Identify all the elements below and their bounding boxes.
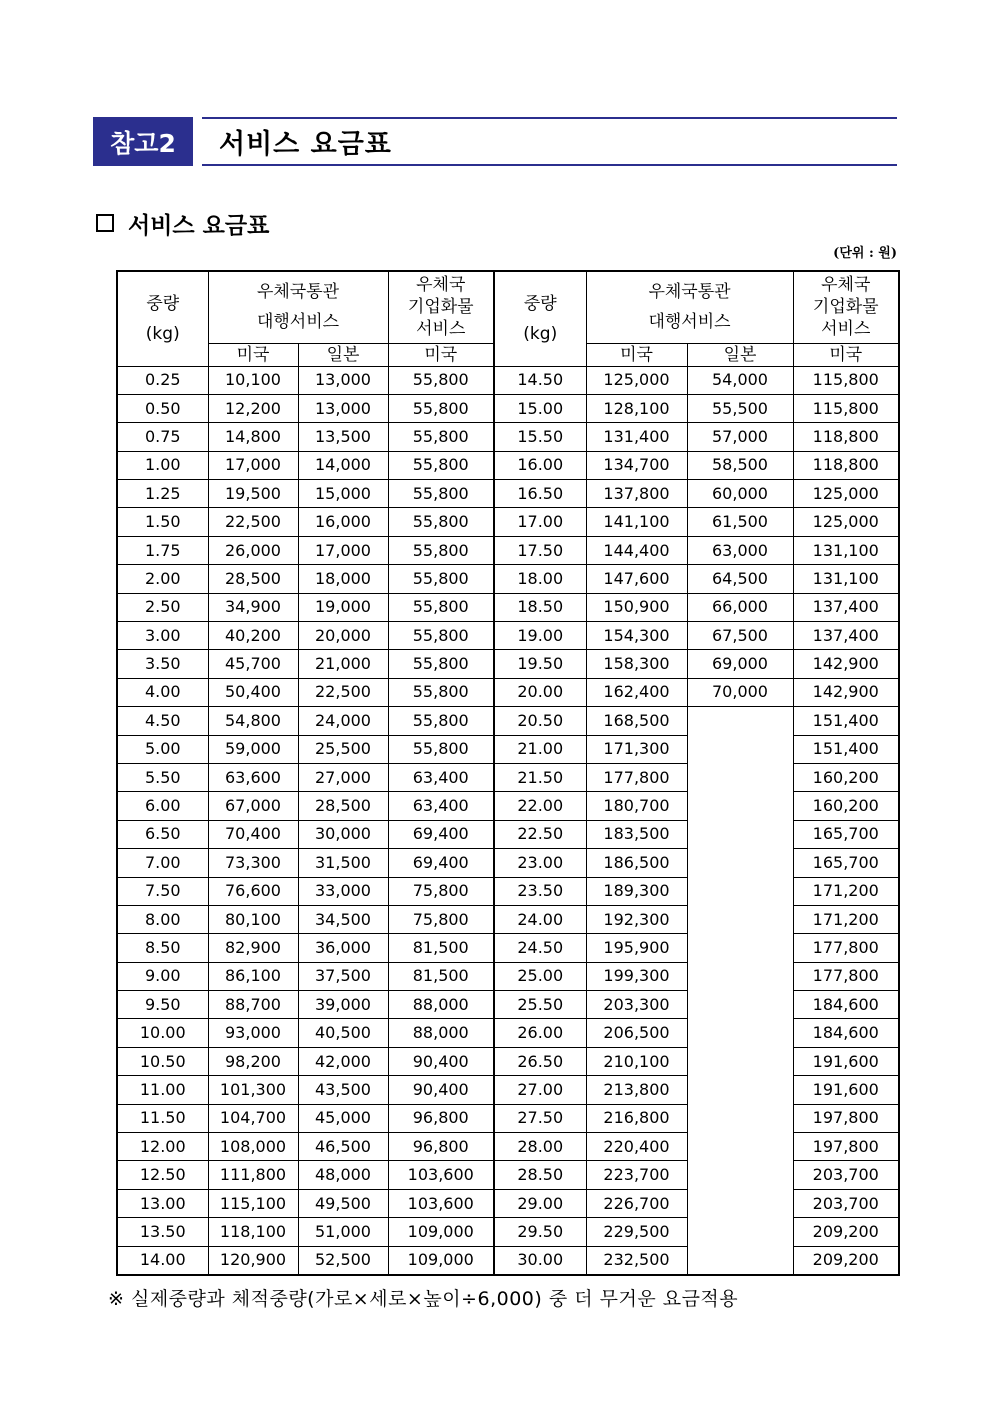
left-cell-0: 1.50: [117, 508, 208, 536]
right-cell-3: 125,000: [793, 480, 899, 508]
left-cell-3: 90,400: [388, 1076, 494, 1104]
left-cell-2: 24,000: [298, 707, 388, 735]
right-cell-1: 213,800: [586, 1076, 687, 1104]
left-cell-1: 12,200: [208, 394, 298, 422]
left-cell-0: 11.00: [117, 1076, 208, 1104]
left-cell-1: 76,600: [208, 877, 298, 905]
right-cell-2: 66,000: [687, 593, 793, 621]
right-cell-3: 197,800: [793, 1133, 899, 1161]
left-cell-0: 1.75: [117, 536, 208, 564]
page-header: [93, 117, 897, 166]
left-cell-1: 59,000: [208, 735, 298, 763]
right-cell-2: 70,000: [687, 678, 793, 706]
right-cell-3: 197,800: [793, 1104, 899, 1132]
reference-badge: 참고2: [93, 117, 193, 166]
left-cell-2: 42,000: [298, 1047, 388, 1075]
page-title: 서비스 요금표: [219, 129, 392, 160]
left-cell-0: 1.25: [117, 480, 208, 508]
right-cell-0: 16.00: [494, 451, 586, 479]
right-cell-2: 58,500: [687, 451, 793, 479]
corp-header-line3: 서비스: [416, 319, 466, 340]
left-cell-0: 5.00: [117, 735, 208, 763]
left-cell-1: 73,300: [208, 849, 298, 877]
left-cell-3: 109,000: [388, 1218, 494, 1246]
right-cell-2: 67,500: [687, 622, 793, 650]
left-cell-1: 82,900: [208, 934, 298, 962]
left-cell-3: 55,800: [388, 678, 494, 706]
left-cell-1: 108,000: [208, 1133, 298, 1161]
right-cell-2: 60,000: [687, 480, 793, 508]
proxy-header-line1: 우체국통관: [256, 282, 340, 303]
table-row: [117, 565, 899, 593]
sub-header-corp-us-right: 미국: [793, 343, 899, 366]
right-cell-0: 19.50: [494, 650, 586, 678]
left-cell-0: 3.50: [117, 650, 208, 678]
weight-header-right: [494, 271, 586, 366]
right-cell-1: 206,500: [586, 1019, 687, 1047]
left-cell-1: 111,800: [208, 1161, 298, 1189]
rate-table: [116, 270, 900, 1276]
right-cell-1: 229,500: [586, 1218, 687, 1246]
table-row: [117, 707, 899, 735]
left-cell-3: 55,800: [388, 508, 494, 536]
blank-cell: [687, 707, 793, 1275]
left-cell-2: 19,000: [298, 593, 388, 621]
left-cell-2: 48,000: [298, 1161, 388, 1189]
right-cell-3: 177,800: [793, 934, 899, 962]
right-cell-0: 26.50: [494, 1047, 586, 1075]
left-cell-0: 0.50: [117, 394, 208, 422]
right-cell-3: 203,700: [793, 1189, 899, 1217]
left-cell-3: 55,800: [388, 451, 494, 479]
left-cell-0: 9.00: [117, 962, 208, 990]
right-cell-0: 23.00: [494, 849, 586, 877]
left-cell-2: 27,000: [298, 763, 388, 791]
left-cell-0: 12.50: [117, 1161, 208, 1189]
right-cell-1: 189,300: [586, 877, 687, 905]
right-cell-0: 16.50: [494, 480, 586, 508]
corp-header-line2-right: 기업화물: [812, 297, 879, 318]
left-cell-1: 63,600: [208, 763, 298, 791]
right-cell-1: 216,800: [586, 1104, 687, 1132]
left-cell-1: 86,100: [208, 962, 298, 990]
corp-header-line1: 우체국: [416, 275, 466, 296]
left-cell-2: 37,500: [298, 962, 388, 990]
table-row: [117, 536, 899, 564]
left-cell-3: 55,800: [388, 622, 494, 650]
sub-header-jp-right: 일본: [687, 343, 793, 366]
right-cell-2: 64,500: [687, 565, 793, 593]
left-cell-3: 63,400: [388, 763, 494, 791]
left-cell-1: 10,100: [208, 366, 298, 394]
right-cell-0: 27.50: [494, 1104, 586, 1132]
right-cell-1: 210,100: [586, 1047, 687, 1075]
table-row: [117, 593, 899, 621]
left-cell-1: 67,000: [208, 792, 298, 820]
left-cell-0: 0.25: [117, 366, 208, 394]
left-cell-2: 13,000: [298, 394, 388, 422]
left-cell-2: 49,500: [298, 1189, 388, 1217]
left-cell-2: 51,000: [298, 1218, 388, 1246]
left-cell-3: 103,600: [388, 1161, 494, 1189]
right-cell-2: 54,000: [687, 366, 793, 394]
left-cell-1: 88,700: [208, 991, 298, 1019]
right-cell-0: 17.50: [494, 536, 586, 564]
left-cell-0: 7.50: [117, 877, 208, 905]
left-cell-3: 88,000: [388, 991, 494, 1019]
left-cell-3: 55,800: [388, 593, 494, 621]
right-cell-0: 15.50: [494, 423, 586, 451]
left-cell-3: 55,800: [388, 565, 494, 593]
right-cell-1: 131,400: [586, 423, 687, 451]
right-cell-3: 115,800: [793, 394, 899, 422]
left-cell-3: 90,400: [388, 1047, 494, 1075]
right-cell-3: 165,700: [793, 849, 899, 877]
left-cell-2: 45,000: [298, 1104, 388, 1132]
left-cell-1: 54,800: [208, 707, 298, 735]
right-cell-3: 160,200: [793, 763, 899, 791]
left-cell-1: 17,000: [208, 451, 298, 479]
left-cell-2: 21,000: [298, 650, 388, 678]
left-cell-2: 43,500: [298, 1076, 388, 1104]
right-cell-1: 162,400: [586, 678, 687, 706]
table-row: [117, 366, 899, 394]
right-cell-1: 134,700: [586, 451, 687, 479]
left-cell-0: 10.50: [117, 1047, 208, 1075]
right-cell-1: 192,300: [586, 905, 687, 933]
left-cell-3: 55,800: [388, 650, 494, 678]
right-cell-3: 203,700: [793, 1161, 899, 1189]
right-cell-0: 21.50: [494, 763, 586, 791]
left-cell-0: 0.75: [117, 423, 208, 451]
left-cell-1: 118,100: [208, 1218, 298, 1246]
right-cell-1: 220,400: [586, 1133, 687, 1161]
weight-header-label-right: 중량: [523, 293, 557, 314]
right-cell-1: 226,700: [586, 1189, 687, 1217]
left-cell-1: 50,400: [208, 678, 298, 706]
left-cell-1: 115,100: [208, 1189, 298, 1217]
weight-header-unit-right: (kg): [523, 323, 558, 344]
right-cell-3: 137,400: [793, 593, 899, 621]
right-cell-0: 19.00: [494, 622, 586, 650]
left-cell-3: 96,800: [388, 1133, 494, 1161]
right-cell-0: 23.50: [494, 877, 586, 905]
proxy-header-line2-right: 대행서비스: [648, 312, 731, 333]
left-cell-2: 52,500: [298, 1246, 388, 1275]
right-cell-0: 22.50: [494, 820, 586, 848]
right-cell-0: 29.50: [494, 1218, 586, 1246]
right-cell-1: 137,800: [586, 480, 687, 508]
left-cell-1: 28,500: [208, 565, 298, 593]
left-cell-2: 28,500: [298, 792, 388, 820]
left-cell-2: 25,500: [298, 735, 388, 763]
left-cell-1: 14,800: [208, 423, 298, 451]
left-cell-0: 5.50: [117, 763, 208, 791]
left-cell-3: 55,800: [388, 423, 494, 451]
left-cell-0: 6.00: [117, 792, 208, 820]
right-cell-0: 18.00: [494, 565, 586, 593]
right-cell-0: 14.50: [494, 366, 586, 394]
right-cell-1: 199,300: [586, 962, 687, 990]
right-cell-1: 171,300: [586, 735, 687, 763]
left-cell-0: 8.00: [117, 905, 208, 933]
left-cell-0: 8.50: [117, 934, 208, 962]
left-cell-1: 101,300: [208, 1076, 298, 1104]
right-cell-1: 147,600: [586, 565, 687, 593]
table-row: [117, 622, 899, 650]
weight-header-unit: (kg): [145, 323, 180, 344]
rate-table-body: [117, 366, 899, 1275]
left-cell-2: 33,000: [298, 877, 388, 905]
left-cell-3: 75,800: [388, 905, 494, 933]
right-cell-0: 17.00: [494, 508, 586, 536]
left-cell-1: 104,700: [208, 1104, 298, 1132]
left-cell-0: 4.00: [117, 678, 208, 706]
left-cell-0: 4.50: [117, 707, 208, 735]
right-cell-2: 55,500: [687, 394, 793, 422]
corp-service-header: [388, 271, 494, 343]
right-cell-0: 25.00: [494, 962, 586, 990]
left-cell-0: 10.00: [117, 1019, 208, 1047]
right-cell-3: 151,400: [793, 707, 899, 735]
left-cell-1: 45,700: [208, 650, 298, 678]
right-cell-0: 22.00: [494, 792, 586, 820]
left-cell-2: 36,000: [298, 934, 388, 962]
left-cell-0: 12.00: [117, 1133, 208, 1161]
left-cell-0: 13.50: [117, 1218, 208, 1246]
left-cell-2: 14,000: [298, 451, 388, 479]
left-cell-1: 26,000: [208, 536, 298, 564]
table-row: [117, 650, 899, 678]
unit-label: (단위 : 원): [833, 246, 897, 261]
left-cell-3: 55,800: [388, 480, 494, 508]
left-cell-3: 55,800: [388, 707, 494, 735]
right-cell-0: 20.50: [494, 707, 586, 735]
left-cell-0: 1.00: [117, 451, 208, 479]
right-cell-0: 24.00: [494, 905, 586, 933]
right-cell-2: 63,000: [687, 536, 793, 564]
right-cell-1: 128,100: [586, 394, 687, 422]
left-cell-3: 103,600: [388, 1189, 494, 1217]
left-cell-0: 9.50: [117, 991, 208, 1019]
left-cell-3: 55,800: [388, 735, 494, 763]
left-cell-2: 34,500: [298, 905, 388, 933]
right-cell-0: 29.00: [494, 1189, 586, 1217]
left-cell-3: 69,400: [388, 849, 494, 877]
left-cell-1: 34,900: [208, 593, 298, 621]
sub-header-jp: 일본: [298, 343, 388, 366]
left-cell-3: 55,800: [388, 394, 494, 422]
right-cell-0: 15.00: [494, 394, 586, 422]
right-cell-3: 171,200: [793, 905, 899, 933]
right-cell-1: 154,300: [586, 622, 687, 650]
right-cell-1: 232,500: [586, 1246, 687, 1275]
right-cell-3: 115,800: [793, 366, 899, 394]
square-bullet-icon: [96, 214, 114, 232]
left-cell-1: 93,000: [208, 1019, 298, 1047]
right-cell-1: 177,800: [586, 763, 687, 791]
sub-header-us: 미국: [208, 343, 298, 366]
right-cell-1: 144,400: [586, 536, 687, 564]
left-cell-2: 18,000: [298, 565, 388, 593]
right-cell-2: 57,000: [687, 423, 793, 451]
left-cell-3: 81,500: [388, 962, 494, 990]
left-cell-2: 16,000: [298, 508, 388, 536]
corp-header-line1-right: 우체국: [821, 275, 871, 296]
weight-header: [117, 271, 208, 366]
table-row: [117, 508, 899, 536]
right-cell-1: 158,300: [586, 650, 687, 678]
left-cell-3: 63,400: [388, 792, 494, 820]
right-cell-1: 125,000: [586, 366, 687, 394]
left-cell-3: 75,800: [388, 877, 494, 905]
right-cell-3: 118,800: [793, 451, 899, 479]
table-row: [117, 678, 899, 706]
left-cell-3: 88,000: [388, 1019, 494, 1047]
table-row: [117, 423, 899, 451]
right-cell-1: 141,100: [586, 508, 687, 536]
right-cell-3: 160,200: [793, 792, 899, 820]
left-cell-2: 40,500: [298, 1019, 388, 1047]
left-cell-0: 11.50: [117, 1104, 208, 1132]
left-cell-3: 81,500: [388, 934, 494, 962]
left-cell-2: 20,000: [298, 622, 388, 650]
right-cell-1: 223,700: [586, 1161, 687, 1189]
right-cell-2: 69,000: [687, 650, 793, 678]
right-cell-0: 24.50: [494, 934, 586, 962]
right-cell-3: 165,700: [793, 820, 899, 848]
right-cell-3: 137,400: [793, 622, 899, 650]
left-cell-0: 13.00: [117, 1189, 208, 1217]
proxy-service-header: [208, 271, 388, 343]
section-title: 서비스 요금표: [128, 211, 270, 239]
right-cell-1: 150,900: [586, 593, 687, 621]
sub-header-corp-us: 미국: [388, 343, 494, 366]
right-cell-3: 142,900: [793, 678, 899, 706]
footnote: ※ 실제중량과 체적중량(가로×세로×높이÷6,000) 중 더 무거운 요금적용: [108, 1288, 739, 1310]
left-cell-0: 2.00: [117, 565, 208, 593]
left-cell-0: 2.50: [117, 593, 208, 621]
left-cell-0: 14.00: [117, 1246, 208, 1275]
right-cell-1: 186,500: [586, 849, 687, 877]
right-cell-0: 30.00: [494, 1246, 586, 1275]
right-cell-1: 203,300: [586, 991, 687, 1019]
right-cell-1: 168,500: [586, 707, 687, 735]
right-cell-0: 20.00: [494, 678, 586, 706]
right-cell-3: 142,900: [793, 650, 899, 678]
corp-header-line3-right: 서비스: [821, 319, 871, 340]
right-cell-3: 191,600: [793, 1076, 899, 1104]
right-cell-1: 195,900: [586, 934, 687, 962]
left-cell-2: 13,500: [298, 423, 388, 451]
right-cell-0: 21.00: [494, 735, 586, 763]
right-cell-3: 131,100: [793, 536, 899, 564]
left-cell-2: 15,000: [298, 480, 388, 508]
left-cell-1: 22,500: [208, 508, 298, 536]
right-cell-0: 18.50: [494, 593, 586, 621]
corp-header-line2: 기업화물: [407, 297, 474, 318]
left-cell-2: 30,000: [298, 820, 388, 848]
left-cell-2: 17,000: [298, 536, 388, 564]
left-cell-0: 6.50: [117, 820, 208, 848]
left-cell-3: 69,400: [388, 820, 494, 848]
sub-header-us-right: 미국: [586, 343, 687, 366]
table-row: [117, 394, 899, 422]
right-cell-3: 177,800: [793, 962, 899, 990]
left-cell-3: 96,800: [388, 1104, 494, 1132]
right-cell-3: 209,200: [793, 1246, 899, 1275]
right-cell-3: 191,600: [793, 1047, 899, 1075]
right-cell-3: 151,400: [793, 735, 899, 763]
proxy-service-header-right: [586, 271, 793, 343]
right-cell-3: 184,600: [793, 1019, 899, 1047]
left-cell-1: 98,200: [208, 1047, 298, 1075]
left-cell-1: 19,500: [208, 480, 298, 508]
right-cell-0: 26.00: [494, 1019, 586, 1047]
left-cell-2: 39,000: [298, 991, 388, 1019]
table-row: [117, 451, 899, 479]
right-cell-3: 184,600: [793, 991, 899, 1019]
left-cell-2: 22,500: [298, 678, 388, 706]
right-cell-2: 61,500: [687, 508, 793, 536]
left-cell-3: 109,000: [388, 1246, 494, 1275]
left-cell-0: 3.00: [117, 622, 208, 650]
right-cell-3: 118,800: [793, 423, 899, 451]
left-cell-3: 55,800: [388, 366, 494, 394]
left-cell-1: 70,400: [208, 820, 298, 848]
proxy-header-line2: 대행서비스: [256, 312, 340, 333]
left-cell-1: 40,200: [208, 622, 298, 650]
table-row: [117, 480, 899, 508]
left-cell-2: 31,500: [298, 849, 388, 877]
right-cell-3: 125,000: [793, 508, 899, 536]
right-cell-0: 25.50: [494, 991, 586, 1019]
left-cell-2: 13,000: [298, 366, 388, 394]
right-cell-0: 28.00: [494, 1133, 586, 1161]
left-cell-2: 46,500: [298, 1133, 388, 1161]
right-cell-0: 27.00: [494, 1076, 586, 1104]
weight-header-label: 중량: [146, 293, 180, 314]
proxy-header-line1-right: 우체국통관: [648, 282, 731, 303]
left-cell-1: 80,100: [208, 905, 298, 933]
left-cell-0: 7.00: [117, 849, 208, 877]
section-heading: [96, 207, 269, 239]
left-cell-3: 55,800: [388, 536, 494, 564]
right-cell-3: 209,200: [793, 1218, 899, 1246]
left-cell-1: 120,900: [208, 1246, 298, 1275]
corp-service-header-right: [793, 271, 899, 343]
right-cell-3: 131,100: [793, 565, 899, 593]
right-cell-3: 171,200: [793, 877, 899, 905]
right-cell-1: 183,500: [586, 820, 687, 848]
right-cell-0: 28.50: [494, 1161, 586, 1189]
right-cell-1: 180,700: [586, 792, 687, 820]
